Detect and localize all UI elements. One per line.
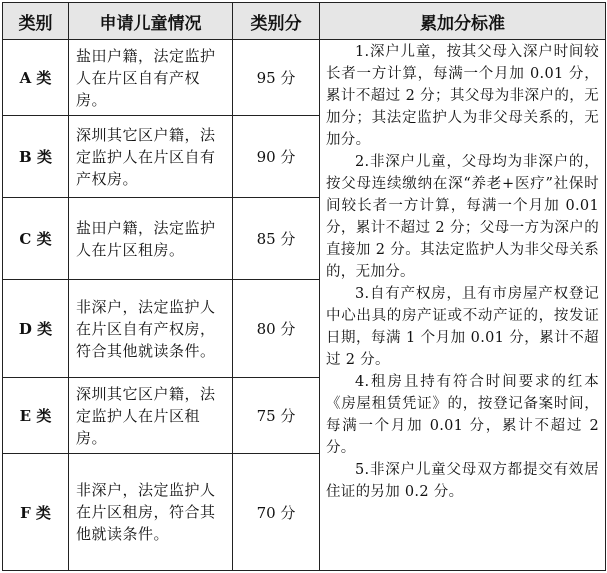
score-cell: 75 分 [233, 378, 320, 454]
table-row [3, 40, 606, 116]
header-row [3, 3, 606, 40]
situation-cell: 深圳其它区户籍，法定监护人在片区租房。 [69, 378, 233, 454]
situation-cell: 非深户，法定监护人在片区租房，符合其他就读条件。 [69, 454, 233, 571]
standard-item: 5.非深户儿童父母双方都提交有效居住证的另加 0.2 分。 [326, 462, 599, 500]
category-cell: D 类 [3, 280, 69, 378]
admission-score-table [2, 2, 606, 571]
standard-item: 1.深户儿童，按其父母入深户时间较长者一方计算，每满一个月加 0.01 分，累计不超过 2 分；其父母为非深户的，无加分；其法定监护人为非父母关系的，无加分。 [326, 44, 599, 148]
header-score: 类别分 [233, 3, 320, 40]
category-cell: B 类 [3, 116, 69, 198]
score-cell: 90 分 [233, 116, 320, 198]
score-cell: 70 分 [233, 454, 320, 571]
situation-cell: 盐田户籍，法定监护人在片区租房。 [69, 198, 233, 280]
score-cell: 95 分 [233, 40, 320, 116]
situation-cell: 非深户，法定监护人在片区自有产权房，符合其他就读条件。 [69, 280, 233, 378]
standards-cell [320, 40, 606, 571]
situation-cell: 盐田户籍，法定监护人在片区自有产权房。 [69, 40, 233, 116]
category-cell: A 类 [3, 40, 69, 116]
standard-item: 3.自有产权房，且有市房屋产权登记中心出具的房产证或不动产证的，按发证日期，每满 1 个月加 0.01 分，累计不超过 2 分。 [326, 286, 599, 368]
category-cell: E 类 [3, 378, 69, 454]
standard-item: 2.非深户儿童，父母均为非深户的，按父母连续缴纳在深“养老+医疗”社保时间较长者一方计算，每满一个月加 0.01 分，累计不超过 2 分；父母一方为深户的直接加 2 分。其法定监护人为非父母关系的，无加分。 [326, 154, 599, 280]
score-cell: 85 分 [233, 198, 320, 280]
header-situation: 申请儿童情况 [69, 3, 233, 40]
header-standard: 累加分标准 [320, 3, 606, 40]
category-cell: F 类 [3, 454, 69, 571]
situation-cell: 深圳其它区户籍，法定监护人在片区自有产权房。 [69, 116, 233, 198]
standard-item: 4.租房且持有符合时间要求的红本《房屋租赁凭证》的，按登记备案时间，每满一个月加 0.01 分，累计不超过 2 分。 [326, 374, 599, 456]
header-category: 类别 [3, 3, 69, 40]
score-cell: 80 分 [233, 280, 320, 378]
category-cell: C 类 [3, 198, 69, 280]
